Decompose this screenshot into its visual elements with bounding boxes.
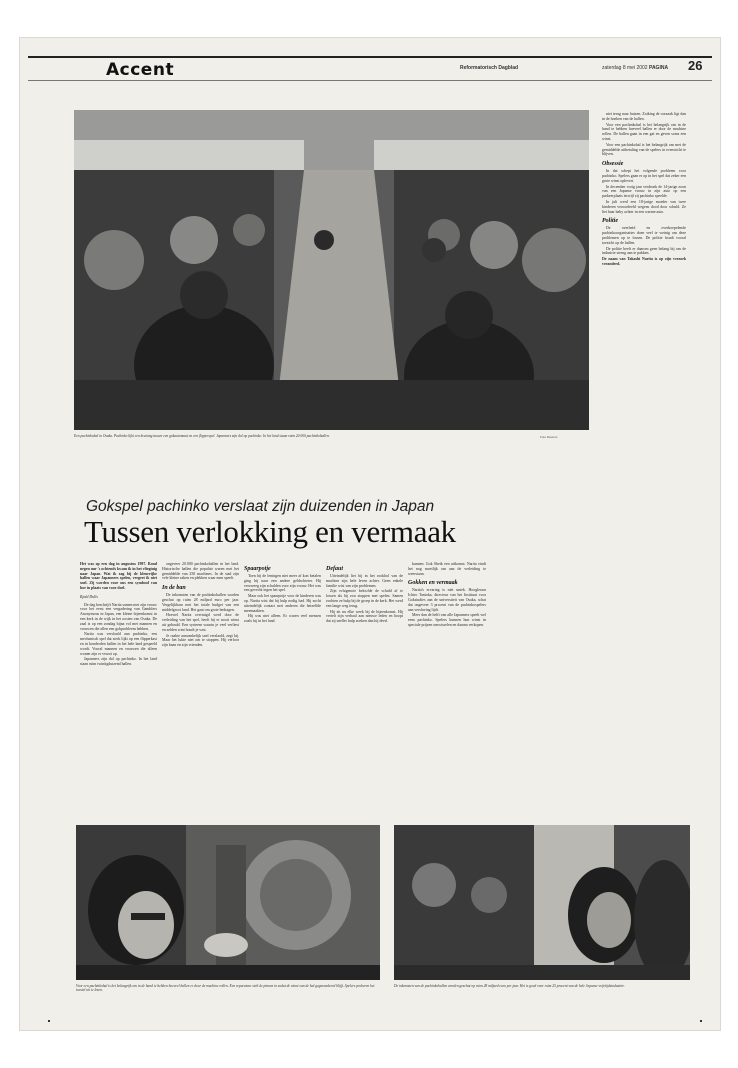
paragraph: Hoewel Narita overtuigd werd door de verleiding van het spel, heeft hij er nooit winst uit gehaald. Een systeem waarin je veel verliest en zelden wint houdt je vast. (162, 613, 239, 632)
newspaper-page (20, 38, 720, 1030)
subheading-spaarpotje: Spaarpotje (244, 566, 271, 572)
article-column-6 (602, 112, 686, 818)
page-label: PAGINA (648, 65, 669, 71)
bottom-left-caption: Voor een pachinkohal is het belangrijk om in de hand te hebben hoeveel ballen er door de machine rollen. Een reparateur stelt de pinnen in zodat de winst van de hal gegarandeerd blijft. Spelers proberen het toestel uit te lezen. (76, 984, 375, 993)
players-image (394, 825, 690, 980)
paragraph: In juli werd een 18-jarige moeder van twee kinderen veroordeeld wegens dood door schuld. Ze liet haar baby achter in een warme auto. (602, 199, 686, 214)
paragraph: De inkomsten van de pachinkohallen worden geschat op ruim 28 miljard euro per jaar. Vergelijkbaar met het totale budget van een middelgroot land. Het gaat om grote bedragen. (162, 593, 239, 612)
bottom-right-caption: De inkomsten van de pachinkohallen worden geschat op ruim 28 miljard euro per jaar. Het is goed voor ruim 25 procent van de hele Japanse vrijetijdsindustrie. (394, 984, 625, 988)
article-intro: Het was op een dag in augustus 1997. Rond negen uur 's ochtends kwam ik in het vliegtuig naar Japan. Wat ik zag bij de kleurrijke hallen waar Japanners spelen, vergeet ik niet snel. Zij worden voor ons een symbool van hoe in plaats van voor doel. (80, 562, 157, 590)
paragraph: Voor een pachinkohal is het belangrijk om met de gemiddelde uitbetaling van de spelers in evenwicht te blijven. (602, 142, 686, 157)
paragraph: kunnen. Gok Sheik een uitkomst. Narita vindt het nog moeilijk om aan de verleiding te weerstaan. (408, 562, 486, 576)
paragraph: Toen hij de leningen niet meer af kon betalen ging hij naar een andere geldschieter. Hij verzweeg zijn schulden voor zijn vrouw. Het was een gevecht tegen het spel. (244, 574, 321, 593)
article-kicker: Gokspel pachinko verslaat zijn duizenden in Japan (86, 498, 435, 515)
paragraph: Japanners zijn dol op pachinko. In het land staan ruim twintigduizend hallen. (80, 657, 157, 667)
paragraph: Narita's ervaring is niet uniek. Hoogleraar Ichiro Tanioka, directeur van het Instituut voor Gokstudies aan de universiteit van Osaka, schat dat ongeveer 3 procent van de pachinkospelers aan verslaving lijdt. (408, 588, 486, 612)
paragraph: Hij was niet alleen. Er waren veel mensen zoals hij in het land. (244, 614, 321, 624)
top-photo (74, 110, 589, 430)
page-number: 26 (688, 58, 703, 73)
article-headline: Tussen verlokking en vermaak (84, 514, 456, 549)
paragraph: Zijn echtgenote beloofde de schuld af te lossen als hij zou stoppen met spelen. Samen zochten ze hulp bij de groep in de kerk. Het werd een lange weg terug. (326, 589, 403, 608)
paragraph: Maar ook het spaarpotje voor de kinderen was op. Narita wist dat hij hulp nodig had. Hij zocht uiteindelijk contact met anderen die hetzelfde meemaakten. (244, 594, 321, 613)
top-photo-caption: Een pachinkohal in Osaka. Pachinko lijkt een kruising tussen een gokautomaat en een flipperspel. Japanners zijn dol op pachinko. In het land staan ruim 20.000 pachinkohallen. (74, 434, 330, 438)
subheading-obsessie: Obsessie (602, 161, 624, 168)
article-column-3 (244, 562, 321, 820)
paragraph: Meer dan de helft van alle Japanners speelt wel eens pachinko. Spelers kunnen hun winst in speciale prijzen omwisselen en daarna verkopen. (408, 613, 486, 627)
issue-date (602, 65, 668, 71)
print-mark (700, 1020, 702, 1022)
bottom-right-photo (394, 825, 690, 980)
print-mark (48, 1020, 50, 1022)
subheading-politie: Politie (602, 218, 618, 225)
top-photo-credit: Foto Reuters (540, 435, 558, 439)
article-column-4 (326, 562, 403, 820)
article-end-note: De naam van Takashi Narita is op zijn verzoek veranderd. (602, 257, 686, 266)
paragraph: Voor een pachinkohal is het belangrijk om in de hand te hebben hoeveel ballen er door de machine rollen. De ballen gaan in een gat en geven soms een winst. (602, 122, 686, 141)
paragraph: De overheid en overkoepelende pachinkoorganisaties doen veel te weinig om deze problemen op te lossen. De politie houdt vooral toezicht op de hallen. (602, 226, 686, 245)
article-column-5 (408, 562, 486, 820)
paper-name: Reformatorisch Dagblad (460, 65, 519, 71)
paragraph: De dag beschrijft Narita samen met zijn vrouw voor het eerst een vergadering van Gamblers Anonymous in Japan, een kleine bijeenkomst in een kerk in de wijk in het oosten van Osaka. De zaal is op een zondag bijna vol met mannen en vrouwen die allen een gokprobleem hebben. (80, 602, 157, 631)
subheading-gokken-en-vermaak: Gokken en vermaak (408, 580, 458, 587)
paragraph: Uiteindelijk liet hij in het rookhol van de machine zijn hele leven achter. Geen enkele familie wist van zijn problemen. (326, 574, 403, 588)
top-rule (28, 56, 712, 58)
paragraph: Narita was verslaafd aan pachinko, een mechanisch spel dat sterk lijkt op een flipperkast en in honderden hallen in het hele land gespeeld wordt. Vooral mannen en vrouwen die alleen wonen zijn er verzot op. (80, 632, 157, 656)
header-underline (28, 80, 712, 81)
paragraph: In dat schept het volgende probleem voor pachinko. Spelers gaan er op in het spel dat zeker een grote winst oplevert. (602, 169, 686, 183)
paragraph: In december vorig jaar verdronk de 14-jarige zoon van een Japanse vrouw in zijn auto op een parkeerplaats terwijl zij pachinko speelde. (602, 184, 686, 199)
pachinko-hall-image (74, 110, 589, 430)
section-title: Accent (106, 60, 175, 80)
paragraph: niet terug naar huizen. Zoiking de oorzaak ligt dan in de hoeken van de hallen. (602, 112, 686, 121)
article-column-2 (162, 562, 239, 820)
subheading-in-de-ban: In de ban (162, 585, 186, 592)
article-column-1 (80, 562, 157, 820)
paragraph: De politie heeft er daarom geen belang bij om de industrie streng aan te pakken. (602, 246, 686, 256)
bottom-left-photo (76, 825, 380, 980)
article-author: Rjald Dulls (80, 594, 98, 599)
paragraph: ongeveer 20.000 pachinkohallen in het land. Historische hallen die populair waren met het gemiddelde van 250 machines. In de stad zijn vele kleine zaken en plekken waar men speelt. (162, 562, 239, 581)
subheading-defaut: Defaut (326, 566, 343, 572)
paragraph: Hij zit nu elke week bij de bijeenkomst. Hij vertelt zijn verhaal aan nieuwe leden en hoopt dat zij sneller hulp zoeken dan hij deed. (326, 609, 403, 624)
paragraph: Je raakte aanvankelijk snel verslaafd, zegt hij. Maar het lukte niet om te stoppen. Hij verloor zijn baan en zijn vrienden. (162, 633, 239, 648)
repairman-image (76, 825, 380, 980)
date-text: zaterdag 8 mei 2002 (602, 65, 648, 71)
